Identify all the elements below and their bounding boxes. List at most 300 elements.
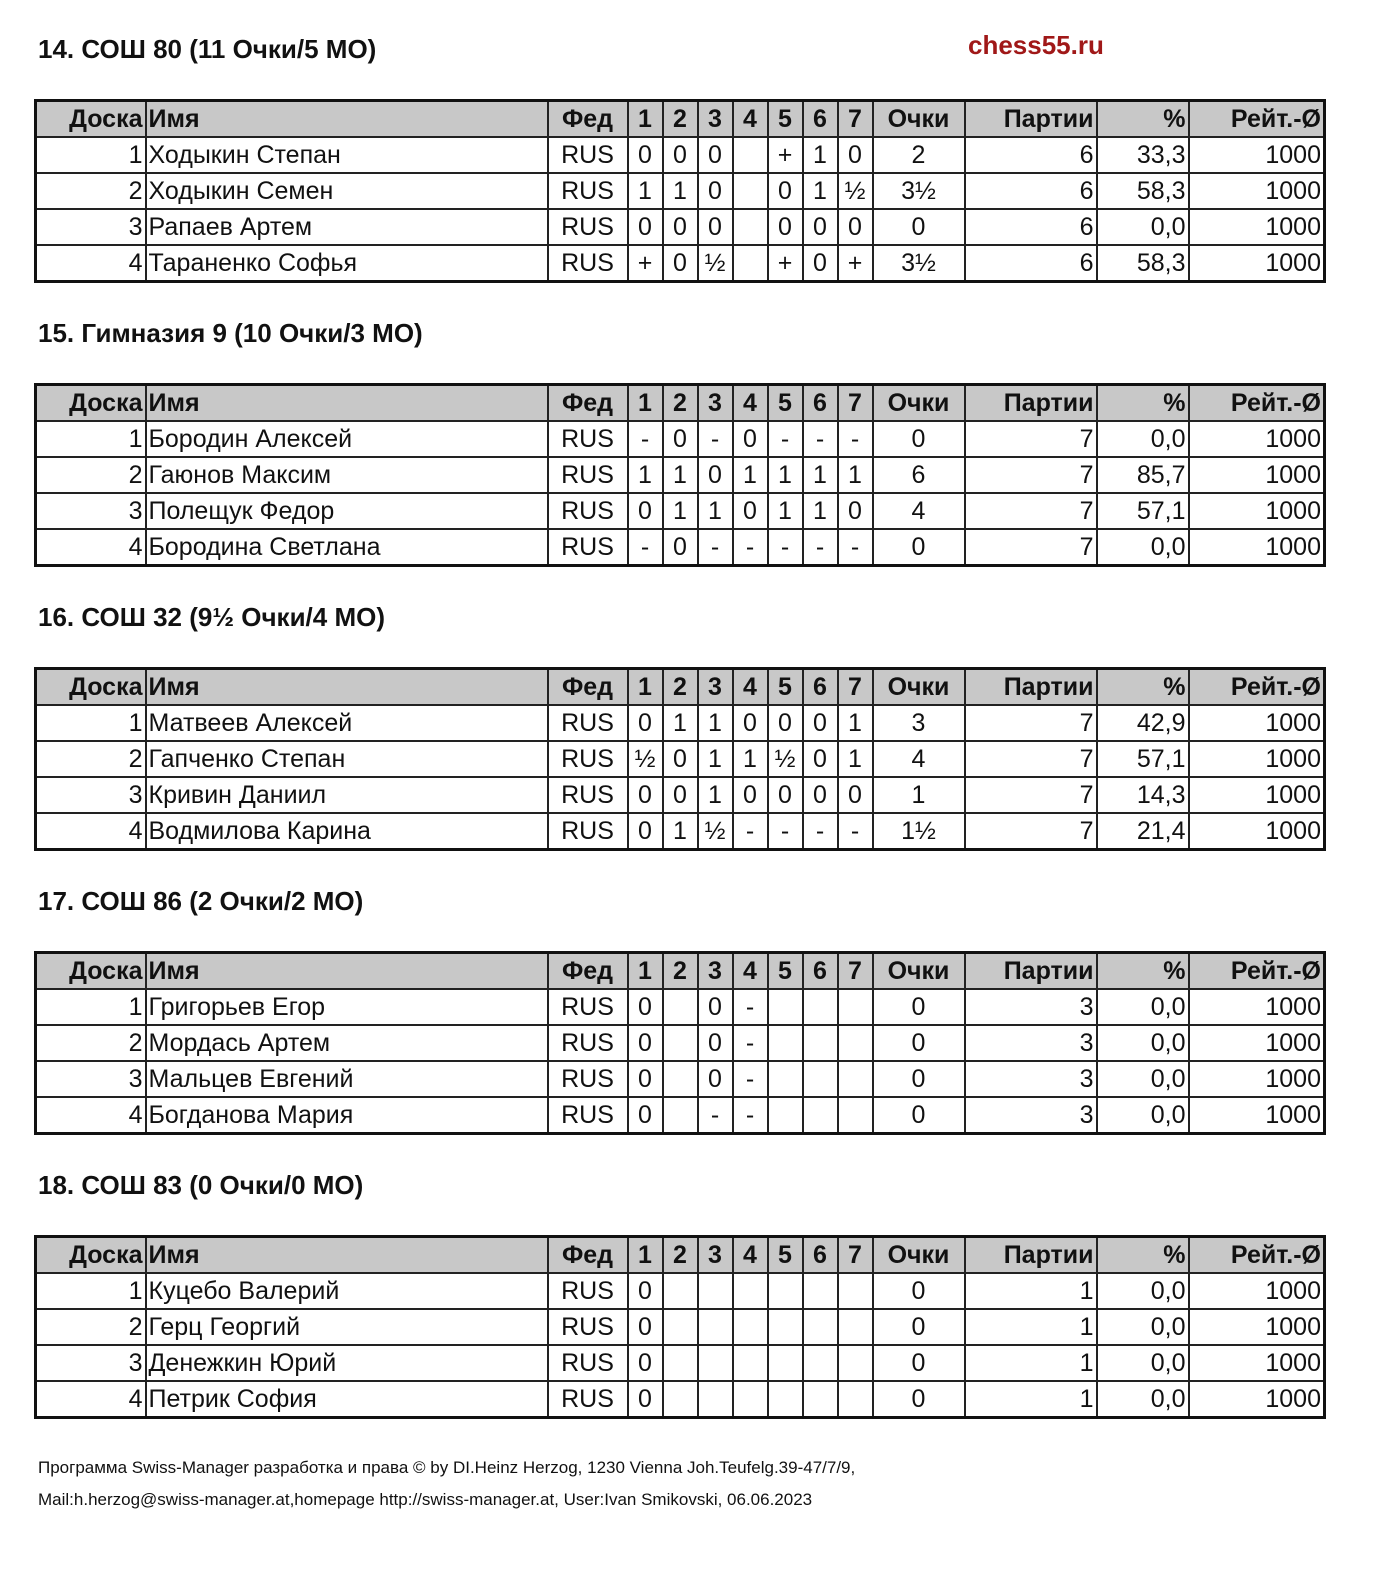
cell-r7: 0 <box>838 493 873 529</box>
cell-board: 3 <box>36 777 146 813</box>
cell-r7: 1 <box>838 741 873 777</box>
header-r2: 2 <box>663 385 698 422</box>
header-r7: 7 <box>838 669 873 706</box>
cell-games: 1 <box>965 1381 1097 1418</box>
cell-board: 2 <box>36 1025 146 1061</box>
cell-r1: ½ <box>628 741 663 777</box>
header-r7: 7 <box>838 385 873 422</box>
header-percent: % <box>1097 101 1189 138</box>
cell-percent: 0,0 <box>1097 1345 1189 1381</box>
cell-r4 <box>733 1381 768 1418</box>
cell-board: 3 <box>36 1061 146 1097</box>
cell-r5 <box>768 1097 803 1134</box>
cell-r5 <box>768 1309 803 1345</box>
cell-board: 2 <box>36 457 146 493</box>
header-rating: Рейт.-Ø <box>1189 1237 1325 1274</box>
cell-r5: 0 <box>768 173 803 209</box>
cell-games: 3 <box>965 1025 1097 1061</box>
cell-rating: 1000 <box>1189 777 1325 813</box>
cell-rating: 1000 <box>1189 421 1325 457</box>
cell-r4: 0 <box>733 777 768 813</box>
cell-points: 3 <box>873 705 965 741</box>
cell-name: Бородин Алексей <box>146 421 548 457</box>
cell-r7: 0 <box>838 209 873 245</box>
cell-points: 2 <box>873 137 965 173</box>
cell-fed: RUS <box>548 529 628 566</box>
cell-r6: 1 <box>803 173 838 209</box>
cell-r6: 1 <box>803 137 838 173</box>
cell-percent: 57,1 <box>1097 741 1189 777</box>
cell-percent: 42,9 <box>1097 705 1189 741</box>
cell-rating: 1000 <box>1189 989 1325 1025</box>
header-r6: 6 <box>803 101 838 138</box>
cell-r6: 1 <box>803 493 838 529</box>
cell-name: Мальцев Евгений <box>146 1061 548 1097</box>
header-board: Доска <box>36 385 146 422</box>
cell-games: 7 <box>965 777 1097 813</box>
cell-r4: - <box>733 1097 768 1134</box>
cell-r7: - <box>838 813 873 850</box>
cell-r1: 0 <box>628 813 663 850</box>
header-board: Доска <box>36 669 146 706</box>
cell-percent: 0,0 <box>1097 1025 1189 1061</box>
cell-r6 <box>803 1097 838 1134</box>
cell-points: 4 <box>873 493 965 529</box>
cell-board: 2 <box>36 173 146 209</box>
site-name: chess55.ru <box>968 30 1104 60</box>
header-name: Имя <box>146 1237 548 1274</box>
header-r5: 5 <box>768 385 803 422</box>
cell-board: 3 <box>36 209 146 245</box>
cell-percent: 0,0 <box>1097 1061 1189 1097</box>
header-fed: Фед <box>548 669 628 706</box>
cell-games: 3 <box>965 1097 1097 1134</box>
header-r6: 6 <box>803 1237 838 1274</box>
cell-fed: RUS <box>548 777 628 813</box>
cell-r6: - <box>803 813 838 850</box>
cell-r3 <box>698 1345 733 1381</box>
header-r4: 4 <box>733 669 768 706</box>
table-row <box>36 813 1325 850</box>
header-rating: Рейт.-Ø <box>1189 953 1325 990</box>
cell-rating: 1000 <box>1189 1309 1325 1345</box>
cell-r6 <box>803 1061 838 1097</box>
cell-rating: 1000 <box>1189 705 1325 741</box>
header-r5: 5 <box>768 669 803 706</box>
cell-r4 <box>733 137 768 173</box>
table-header-row <box>36 101 1325 138</box>
cell-r1: + <box>628 245 663 282</box>
cell-r5: 0 <box>768 777 803 813</box>
cell-games: 7 <box>965 457 1097 493</box>
cell-name: Бородина Светлана <box>146 529 548 566</box>
cell-r5: - <box>768 813 803 850</box>
cell-r1: 0 <box>628 1309 663 1345</box>
cell-games: 6 <box>965 245 1097 282</box>
cell-r7 <box>838 1097 873 1134</box>
cell-games: 3 <box>965 989 1097 1025</box>
cell-games: 1 <box>965 1345 1097 1381</box>
cell-r5 <box>768 1381 803 1418</box>
header-r4: 4 <box>733 953 768 990</box>
cell-r2 <box>663 1345 698 1381</box>
cell-r5: 1 <box>768 493 803 529</box>
cell-r5 <box>768 1345 803 1381</box>
cell-r3: - <box>698 1097 733 1134</box>
cell-r2: 0 <box>663 421 698 457</box>
cell-points: 0 <box>873 1345 965 1381</box>
cell-r2 <box>663 1381 698 1418</box>
cell-fed: RUS <box>548 245 628 282</box>
header-percent: % <box>1097 953 1189 990</box>
cell-points: 3½ <box>873 173 965 209</box>
cell-r2: 0 <box>663 245 698 282</box>
cell-r4: - <box>733 813 768 850</box>
cell-name: Водмилова Карина <box>146 813 548 850</box>
cell-percent: 0,0 <box>1097 1381 1189 1418</box>
cell-r6: - <box>803 529 838 566</box>
cell-points: 0 <box>873 529 965 566</box>
table-row <box>36 457 1325 493</box>
cell-r3 <box>698 1309 733 1345</box>
header-r4: 4 <box>733 385 768 422</box>
cell-percent: 0,0 <box>1097 209 1189 245</box>
cell-r5: - <box>768 421 803 457</box>
cell-rating: 1000 <box>1189 137 1325 173</box>
table-row <box>36 529 1325 566</box>
cell-rating: 1000 <box>1189 1273 1325 1309</box>
cell-board: 1 <box>36 989 146 1025</box>
cell-fed: RUS <box>548 457 628 493</box>
header-name: Имя <box>146 669 548 706</box>
header-fed: Фед <box>548 101 628 138</box>
cell-percent: 57,1 <box>1097 493 1189 529</box>
header-fed: Фед <box>548 1237 628 1274</box>
cell-r5: + <box>768 245 803 282</box>
cell-games: 7 <box>965 421 1097 457</box>
cell-rating: 1000 <box>1189 245 1325 282</box>
cell-rating: 1000 <box>1189 457 1325 493</box>
cell-name: Куцебо Валерий <box>146 1273 548 1309</box>
header-r2: 2 <box>663 953 698 990</box>
cell-r7 <box>838 989 873 1025</box>
cell-rating: 1000 <box>1189 529 1325 566</box>
header-board: Доска <box>36 1237 146 1274</box>
table-row <box>36 1061 1325 1097</box>
table-row <box>36 209 1325 245</box>
cell-games: 1 <box>965 1273 1097 1309</box>
cell-r4: 1 <box>733 457 768 493</box>
header-name: Имя <box>146 385 548 422</box>
table-row <box>36 1309 1325 1345</box>
cell-r3: - <box>698 529 733 566</box>
header-games: Партии <box>965 101 1097 138</box>
header-r1: 1 <box>628 669 663 706</box>
cell-r1: 1 <box>628 173 663 209</box>
cell-board: 1 <box>36 421 146 457</box>
cell-name: Денежкин Юрий <box>146 1345 548 1381</box>
cell-r5: ½ <box>768 741 803 777</box>
header-r1: 1 <box>628 385 663 422</box>
cell-r3: 1 <box>698 705 733 741</box>
cell-percent: 0,0 <box>1097 1273 1189 1309</box>
cell-r7: ½ <box>838 173 873 209</box>
cell-name: Григорьев Егор <box>146 989 548 1025</box>
cell-r3: 1 <box>698 777 733 813</box>
cell-rating: 1000 <box>1189 1025 1325 1061</box>
cell-r2: 0 <box>663 209 698 245</box>
cell-r3: 1 <box>698 493 733 529</box>
header-r5: 5 <box>768 1237 803 1274</box>
cell-points: 1½ <box>873 813 965 850</box>
cell-percent: 0,0 <box>1097 421 1189 457</box>
cell-fed: RUS <box>548 741 628 777</box>
team-table <box>34 951 1326 1135</box>
cell-r5: 0 <box>768 705 803 741</box>
cell-r1: 0 <box>628 1345 663 1381</box>
cell-fed: RUS <box>548 813 628 850</box>
team-title: 16. СОШ 32 (9½ Очки/4 МО) <box>38 602 386 632</box>
table-row <box>36 421 1325 457</box>
team-table <box>34 383 1326 567</box>
header-points: Очки <box>873 385 965 422</box>
cell-games: 7 <box>965 741 1097 777</box>
cell-rating: 1000 <box>1189 1345 1325 1381</box>
cell-r6: 0 <box>803 245 838 282</box>
cell-board: 1 <box>36 137 146 173</box>
cell-r1: 0 <box>628 1025 663 1061</box>
cell-points: 0 <box>873 1273 965 1309</box>
header-r3: 3 <box>698 385 733 422</box>
cell-percent: 0,0 <box>1097 529 1189 566</box>
cell-r4 <box>733 173 768 209</box>
cell-r2: 0 <box>663 741 698 777</box>
cell-name: Мордась Артем <box>146 1025 548 1061</box>
cell-board: 4 <box>36 245 146 282</box>
cell-board: 4 <box>36 1097 146 1134</box>
cell-r1: 0 <box>628 1061 663 1097</box>
cell-r2 <box>663 989 698 1025</box>
header-r1: 1 <box>628 953 663 990</box>
header-fed: Фед <box>548 953 628 990</box>
header-name: Имя <box>146 953 548 990</box>
cell-r1: 0 <box>628 137 663 173</box>
table-row <box>36 493 1325 529</box>
cell-r2: 1 <box>663 493 698 529</box>
cell-rating: 1000 <box>1189 1097 1325 1134</box>
cell-r2 <box>663 1061 698 1097</box>
cell-r4: 1 <box>733 741 768 777</box>
cell-points: 0 <box>873 989 965 1025</box>
cell-r3: 0 <box>698 1025 733 1061</box>
cell-r4: - <box>733 529 768 566</box>
cell-fed: RUS <box>548 1381 628 1418</box>
cell-fed: RUS <box>548 1309 628 1345</box>
cell-rating: 1000 <box>1189 1381 1325 1418</box>
cell-fed: RUS <box>548 421 628 457</box>
cell-name: Полещук Федор <box>146 493 548 529</box>
table-row <box>36 1097 1325 1134</box>
cell-points: 0 <box>873 209 965 245</box>
team-title: 18. СОШ 83 (0 Очки/0 МО) <box>38 1170 364 1200</box>
cell-r3 <box>698 1273 733 1309</box>
header-r7: 7 <box>838 1237 873 1274</box>
cell-r1: 0 <box>628 493 663 529</box>
cell-r1: 0 <box>628 1273 663 1309</box>
cell-name: Гаюнов Максим <box>146 457 548 493</box>
cell-games: 6 <box>965 173 1097 209</box>
cell-points: 0 <box>873 1097 965 1134</box>
cell-percent: 0,0 <box>1097 1309 1189 1345</box>
cell-name: Гапченко Степан <box>146 741 548 777</box>
header-percent: % <box>1097 1237 1189 1274</box>
cell-r7 <box>838 1273 873 1309</box>
cell-r7: - <box>838 421 873 457</box>
cell-r6 <box>803 1381 838 1418</box>
cell-r1: 0 <box>628 209 663 245</box>
cell-r2: 0 <box>663 137 698 173</box>
cell-percent: 58,3 <box>1097 245 1189 282</box>
table-row <box>36 1345 1325 1381</box>
header-r2: 2 <box>663 669 698 706</box>
table-row <box>36 1381 1325 1418</box>
table-row <box>36 989 1325 1025</box>
cell-percent: 33,3 <box>1097 137 1189 173</box>
header-r3: 3 <box>698 669 733 706</box>
header-games: Партии <box>965 385 1097 422</box>
header-r3: 3 <box>698 953 733 990</box>
cell-r4: - <box>733 1025 768 1061</box>
team-table <box>34 667 1326 851</box>
cell-fed: RUS <box>548 705 628 741</box>
cell-r6: 0 <box>803 777 838 813</box>
table-row <box>36 245 1325 282</box>
cell-points: 4 <box>873 741 965 777</box>
header-r6: 6 <box>803 953 838 990</box>
cell-r7 <box>838 1025 873 1061</box>
team-table <box>34 99 1326 283</box>
cell-points: 0 <box>873 1025 965 1061</box>
header-rating: Рейт.-Ø <box>1189 669 1325 706</box>
header-percent: % <box>1097 385 1189 422</box>
cell-percent: 58,3 <box>1097 173 1189 209</box>
header-r6: 6 <box>803 669 838 706</box>
header-r1: 1 <box>628 101 663 138</box>
cell-board: 2 <box>36 741 146 777</box>
cell-r1: 0 <box>628 705 663 741</box>
cell-r4: - <box>733 1061 768 1097</box>
cell-fed: RUS <box>548 989 628 1025</box>
cell-r2: 1 <box>663 173 698 209</box>
header-points: Очки <box>873 953 965 990</box>
header-board: Доска <box>36 953 146 990</box>
cell-games: 7 <box>965 529 1097 566</box>
cell-r1: - <box>628 421 663 457</box>
cell-r3: 0 <box>698 457 733 493</box>
cell-fed: RUS <box>548 173 628 209</box>
cell-points: 0 <box>873 1061 965 1097</box>
header-percent: % <box>1097 669 1189 706</box>
cell-percent: 0,0 <box>1097 989 1189 1025</box>
header-r7: 7 <box>838 953 873 990</box>
header-board: Доска <box>36 101 146 138</box>
cell-points: 3½ <box>873 245 965 282</box>
cell-r4 <box>733 245 768 282</box>
header-r4: 4 <box>733 101 768 138</box>
cell-r7 <box>838 1309 873 1345</box>
header-r4: 4 <box>733 1237 768 1274</box>
cell-rating: 1000 <box>1189 493 1325 529</box>
cell-r1: 0 <box>628 1097 663 1134</box>
cell-r4: - <box>733 989 768 1025</box>
cell-r3: 0 <box>698 1061 733 1097</box>
cell-r7: 0 <box>838 777 873 813</box>
cell-percent: 0,0 <box>1097 1097 1189 1134</box>
cell-fed: RUS <box>548 1345 628 1381</box>
cell-r4 <box>733 1309 768 1345</box>
cell-name: Ходыкин Семен <box>146 173 548 209</box>
cell-name: Матвеев Алексей <box>146 705 548 741</box>
cell-r1: - <box>628 529 663 566</box>
cell-r3: - <box>698 421 733 457</box>
header-points: Очки <box>873 669 965 706</box>
cell-board: 3 <box>36 1345 146 1381</box>
table-row <box>36 741 1325 777</box>
cell-name: Кривин Даниил <box>146 777 548 813</box>
cell-board: 1 <box>36 1273 146 1309</box>
cell-r3: 0 <box>698 209 733 245</box>
cell-name: Богданова Мария <box>146 1097 548 1134</box>
cell-r5 <box>768 1025 803 1061</box>
header-r2: 2 <box>663 1237 698 1274</box>
table-header-row <box>36 953 1325 990</box>
header-games: Партии <box>965 1237 1097 1274</box>
cell-r6 <box>803 1025 838 1061</box>
cell-games: 6 <box>965 137 1097 173</box>
header-rating: Рейт.-Ø <box>1189 385 1325 422</box>
cell-r7: 1 <box>838 705 873 741</box>
header-r5: 5 <box>768 101 803 138</box>
cell-r6: 0 <box>803 705 838 741</box>
cell-r7 <box>838 1345 873 1381</box>
cell-r5 <box>768 1273 803 1309</box>
table-row <box>36 1025 1325 1061</box>
cell-rating: 1000 <box>1189 813 1325 850</box>
cell-r2 <box>663 1309 698 1345</box>
cell-r5: 0 <box>768 209 803 245</box>
table-row <box>36 777 1325 813</box>
cell-board: 4 <box>36 1381 146 1418</box>
header-games: Партии <box>965 953 1097 990</box>
cell-fed: RUS <box>548 1273 628 1309</box>
cell-board: 3 <box>36 493 146 529</box>
cell-r4: 0 <box>733 705 768 741</box>
cell-r4: 0 <box>733 421 768 457</box>
cell-games: 6 <box>965 209 1097 245</box>
cell-r6 <box>803 1309 838 1345</box>
cell-r1: 0 <box>628 1381 663 1418</box>
footer-line-2: Mail:h.herzog@swiss-manager.at,homepage http://swiss-manager.at, User:Ivan Smikovski, 06.06.2023 <box>38 1490 813 1509</box>
header-games: Партии <box>965 669 1097 706</box>
cell-games: 7 <box>965 813 1097 850</box>
cell-r7 <box>838 1061 873 1097</box>
cell-r2 <box>663 1273 698 1309</box>
cell-points: 0 <box>873 1381 965 1418</box>
cell-r7: + <box>838 245 873 282</box>
team-title: 17. СОШ 86 (2 Очки/2 МО) <box>38 886 364 916</box>
cell-r4: 0 <box>733 493 768 529</box>
table-header-row <box>36 1237 1325 1274</box>
